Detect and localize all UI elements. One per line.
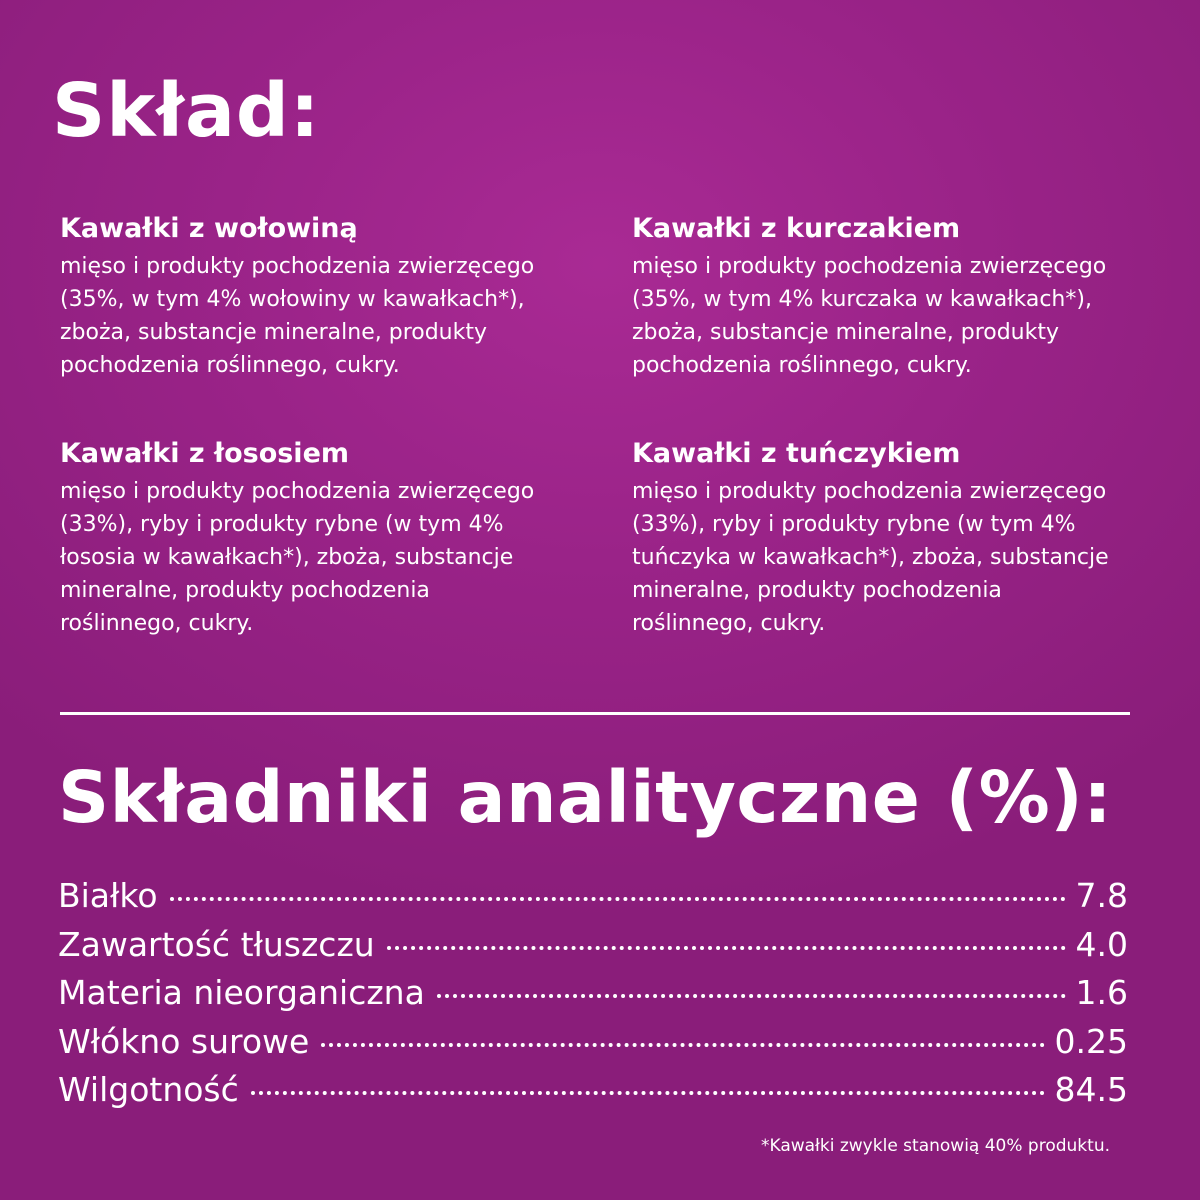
- footnote: *Kawałki zwykle stanowią 40% produktu.: [760, 1136, 1110, 1156]
- variant-title: Kawałki z wołowiną: [60, 213, 358, 244]
- dot-leader: [437, 994, 1066, 998]
- dot-leader: [251, 1091, 1045, 1095]
- analysis-heading: Składniki analityczne (%):: [58, 756, 1113, 839]
- analysis-value: 1.6: [1075, 973, 1128, 1012]
- analysis-value: 84.5: [1054, 1070, 1128, 1109]
- analysis-value: 4.0: [1075, 924, 1128, 964]
- variant-title: Kawałki z kurczakiem: [632, 213, 961, 244]
- section-divider: [60, 712, 1130, 715]
- analysis-label: Wilgotność: [58, 1070, 239, 1109]
- analysis-label: Włókno surowe: [58, 1021, 310, 1061]
- variant-beef: [60, 212, 600, 382]
- analysis-value: 0.25: [1054, 1021, 1128, 1061]
- variant-ingredients: mięso i produkty pochodzenia zwierzęcego (33%), ryby i produkty rybne (w tym 4% łososia w kawałkach*), zboża, substancje mineralne, produkty pochodzenia roślinnego, cukry.: [60, 479, 535, 636]
- variant-ingredients: mięso i produkty pochodzenia zwierzęcego (35%, w tym 4% kurczaka w kawałkach*), zboża, substancje mineralne, produkty pochodzenia roślinnego, cukry.: [632, 254, 1107, 378]
- analysis-row-fat: [58, 921, 1128, 970]
- variant-title: Kawałki z tuńczykiem: [632, 438, 961, 469]
- analysis-row-moisture: [58, 1066, 1128, 1115]
- dot-leader: [321, 1043, 1044, 1047]
- variant-chicken: [632, 212, 1172, 382]
- analysis-label: Zawartość tłuszczu: [58, 924, 375, 964]
- analysis-table: [58, 872, 1128, 1115]
- analysis-row-protein: [58, 872, 1128, 921]
- variant-tuna: [632, 437, 1172, 640]
- analysis-row-ash: [58, 969, 1128, 1018]
- analysis-label: Materia nieorganiczna: [58, 973, 425, 1012]
- variant-salmon: [60, 437, 600, 640]
- variant-ingredients: mięso i produkty pochodzenia zwierzęcego (33%), ryby i produkty rybne (w tym 4% tuńczyka w kawałkach*), zboża, substancje mineralne, produkty pochodzenia roślinnego, cukry.: [632, 479, 1109, 636]
- analysis-value: 7.8: [1075, 876, 1128, 915]
- analysis-row-fibre: [58, 1018, 1128, 1067]
- dot-leader: [170, 897, 1066, 901]
- variant-ingredients: mięso i produkty pochodzenia zwierzęcego (35%, w tym 4% wołowiny w kawałkach*), zboża, substancje mineralne, produkty pochodzenia roślinnego, cukry.: [60, 254, 535, 378]
- composition-heading: Skład:: [52, 68, 321, 154]
- analysis-label: Białko: [58, 876, 158, 915]
- variant-title: Kawałki z łososiem: [60, 438, 350, 469]
- dot-leader: [387, 946, 1066, 950]
